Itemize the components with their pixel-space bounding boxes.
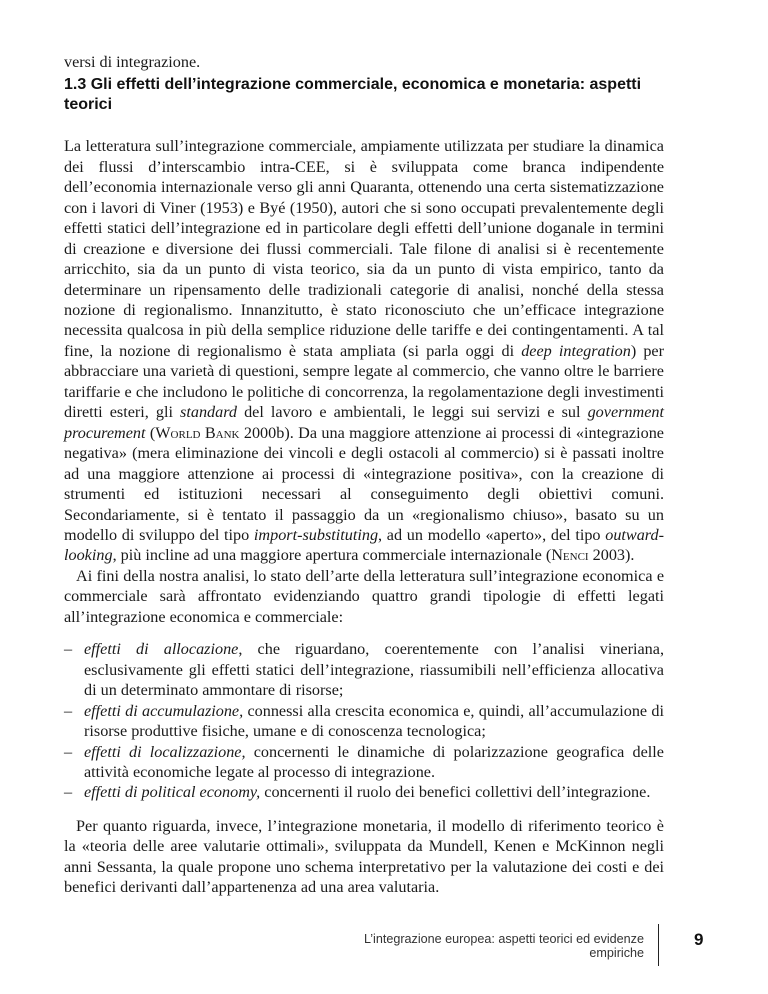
carryover-line: versi di integrazione.: [64, 53, 201, 71]
term-outward-looking: outward-looking: [64, 526, 664, 565]
effects-list: [64, 639, 664, 803]
citation-nenci: Nenci: [551, 546, 589, 565]
page-body: [64, 52, 664, 898]
list-item: – effetti di accumulazione, connessi alla crescita economica e, quindi, all’accumulazione di risorse produttive fisiche, umane e di conoscenza tecnologica;: [64, 701, 664, 741]
list-item: – effetti di localizzazione, concernenti le dinamiche di polarizzazione geografica delle attività economiche legate al processo di integrazione.: [64, 742, 664, 781]
page-number: 9: [694, 930, 704, 949]
term-deep-integration: deep integration: [521, 341, 631, 360]
citation-world-bank: World Bank: [155, 423, 240, 442]
term-import-substituting: import-substituting: [253, 526, 379, 545]
paragraph-2: Ai fini della nostra analisi, lo stato dell’arte della letteratura sull’integrazione economica e commerciale sarà affrontato evidenziando quattro grandi tipologie di effetti legati all’integrazione economica e commerciale:: [64, 566, 664, 626]
list-item: – effetti di political economy, concernenti il ruolo dei benefici collettivi dell’integrazione.: [64, 783, 651, 802]
paragraph-3: Per quanto riguarda, invece, l’integrazione monetaria, il modello di riferimento teorico è la «teoria delle aree valutarie ottimali», sviluppata da Mundell, Kenen e McKinnon negli anni Sessanta, la quale propone uno schema interpretativo per la valutazione dei costi e dei benefici derivanti dall’appartenenza ad una area valutaria.: [64, 816, 664, 897]
term-standard: standard: [180, 403, 238, 422]
footer-divider: [658, 924, 659, 966]
section-heading: 1.3 Gli effetti dell’integrazione commerciale, economica e monetaria: aspetti teorici: [64, 76, 642, 114]
paragraph-1: La letteratura sull’integrazione commerciale, ampiamente utilizzata per studiare la dinamica dei flussi d’interscambio intra-CEE, si è sviluppata come branca indipendente dell’economia internazionale verso gli anni Quaranta, ottenendo una certa sistematizzazione con i lavori di Viner (1953) e Byé (1950), autori che si sono occupati prevalentemente degli effetti statici dell’integrazione ed in particolare degli effetti dell’unione doganale in termini di creazione e diversione dei flussi commerciali. Tale filone di analisi si è recentemente arricchito, sia da un punto di vista teorico, sia da un punto di vista empirico, tanto da determinare un ripensamento delle tradizionali categorie di analisi, nonché della stessa nozione di regionalismo. Innanzitutto, è stato riconosciuto che un’efficace integrazione necessita qualcosa in più della semplice riduzione delle tariffe e dei contingentamenti. A tal fine, la nozione di regionalismo è stata ampliata (si parla oggi di deep integration) per abbracciare una varietà di questioni, sempre legate al commercio, che vanno oltre le barriere tariffarie e che includono le politiche di concorrenza, la regolamentazione degli investimenti diretti esteri, gli standard del lavoro e ambientali, le leggi sui servizi e sul government procurement (World Bank 2000b). Da una maggiore attenzione ai processi di «integrazione negativa» (mera eliminazione dei vincoli e degli ostacoli al commercio) si è passati inoltre ad una maggiore attenzione ai processi di «integrazione positiva», con la creazione di strumenti ed istituzioni necessari al conseguimento degli obiettivi comuni. Secondariamente, si è tentato il passaggio da un «regionalismo chiuso», basato su un modello di sviluppo del tipo import-substituting, ad un modello «aperto», del tipo outward-looking, più incline ad una maggiore apertura commerciale internazionale (Nenci 2003).: [64, 137, 664, 565]
term-government-procurement: government procurement: [64, 403, 664, 442]
running-title: L’integrazione europea: aspetti teorici ed evidenze empiriche: [363, 932, 644, 960]
list-item: – effetti di allocazione, che riguardano, coerentemente con l’analisi vineriana, esclusivamente gli effetti statici dell’integrazione, riassumibili nell’efficienza allocativa di un determinato ammontare di risorse;: [64, 640, 665, 700]
